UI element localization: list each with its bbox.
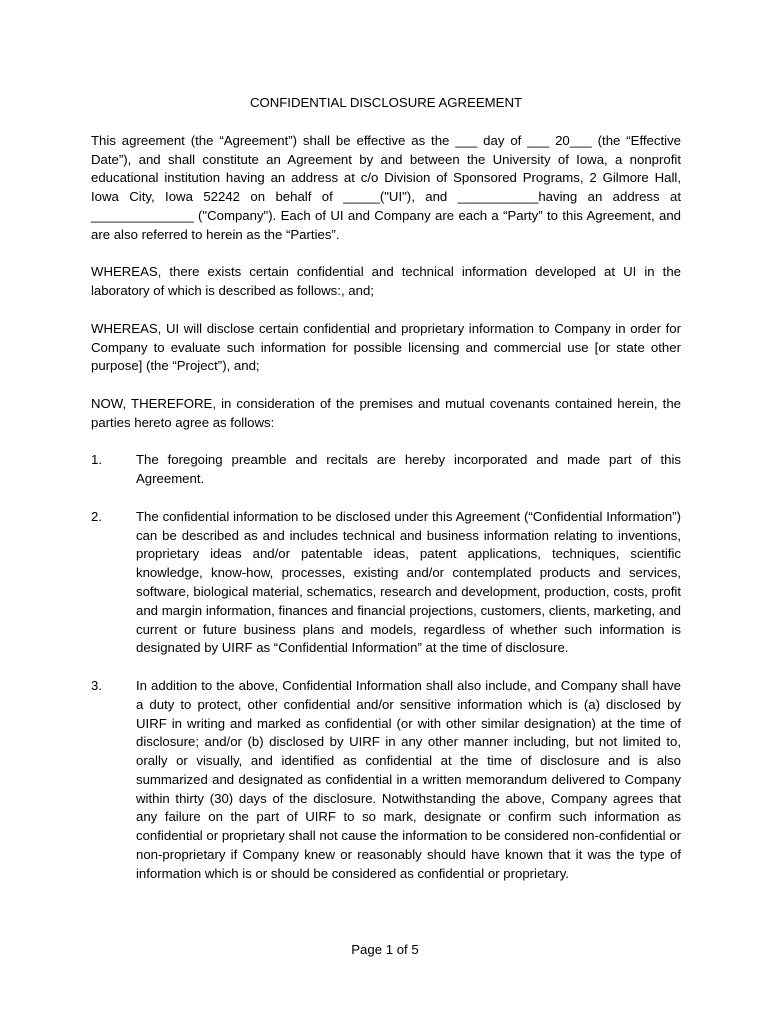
document-title: CONFIDENTIAL DISCLOSURE AGREEMENT <box>249 95 523 110</box>
clause-number: 3. <box>91 677 102 693</box>
document-page <box>91 94 681 902</box>
clause-text: The foregoing preamble and recitals are hereby incorporated and made part of this Agreement. <box>136 452 681 487</box>
clause-text: The confidential information to be disclosed under this Agreement (“Confidential Information”) can be described as and includes technical and business information relating to inventions, proprietary ideas and/or patentable ideas, patent applications, techniques, scientific knowledge, know-how, processes, existing and/or contemplated products and services, software, biological material, schematics, research and development, production, costs, profit and margin information, finances and financial projections, customers, clients, marketing, and current or future business plans and models, regardless of whether such information is designated by UIRF as “Confidential Information” at the time of disclosure. <box>136 508 681 656</box>
clause-number: 2. <box>91 508 102 524</box>
intro-paragraph: This agreement (the “Agreement”) shall be effective as the ___ day of ___ 20___ (the “Effective Date”), and shall constitute an Agreement by and between the University of Iowa, a nonprofit educational institution having an address at c/o Division of Sponsored Programs, 2 Gilmore Hall, Iowa City, Iowa 52242 on behalf of _____("UI"), and ___________having an address at ______________ ("Company"). Each of UI and Company are each a “Party” to this Agreement, and are also referred to herein as the “Parties”. <box>91 132 681 242</box>
clause-text: In addition to the above, Confidential Information shall also include, and Company shall have a duty to protect, other confidential and/or sensitive information which is (a) disclosed by UIRF in writing and marked as confidential (or with other similar designation) at the time of disclosure; and/or (b) disclosed by UIRF in any other manner including, but not limited to, orally or visually, and identified as confidential at the time of disclosure and is also summarized and designated as confidential in a written memorandum delivered to Company within thirty (30) days of the disclosure. Notwithstanding the above, Company agrees that any failure on the part of UIRF to so mark, designate or confirm such information as confidential or proprietary shall not cause the information to be considered non-confidential or non-proprietary if Company knew or reasonably should have known that it was the type of information which is or should be considered as confidential or proprietary. <box>136 677 681 881</box>
clause-3 <box>91 677 681 884</box>
clause-1 <box>91 451 681 489</box>
now-therefore-paragraph: NOW, THEREFORE, in consideration of the premises and mutual covenants contained herein, the parties hereto agree as follows: <box>91 395 681 430</box>
clause-number: 1. <box>91 452 102 468</box>
page-number-footer: Page 1 of 5 <box>351 942 419 957</box>
whereas-paragraph-1: WHEREAS, there exists certain confidential and technical information developed at UI in the laboratory of which is described as follows:, and; <box>91 264 681 299</box>
whereas-paragraph-2: WHEREAS, UI will disclose certain confidential and proprietary information to Company in order for Company to evaluate such information for possible licensing and commercial use [or state other purpose] (the “Project”), and; <box>91 320 681 374</box>
clause-2 <box>91 508 681 658</box>
